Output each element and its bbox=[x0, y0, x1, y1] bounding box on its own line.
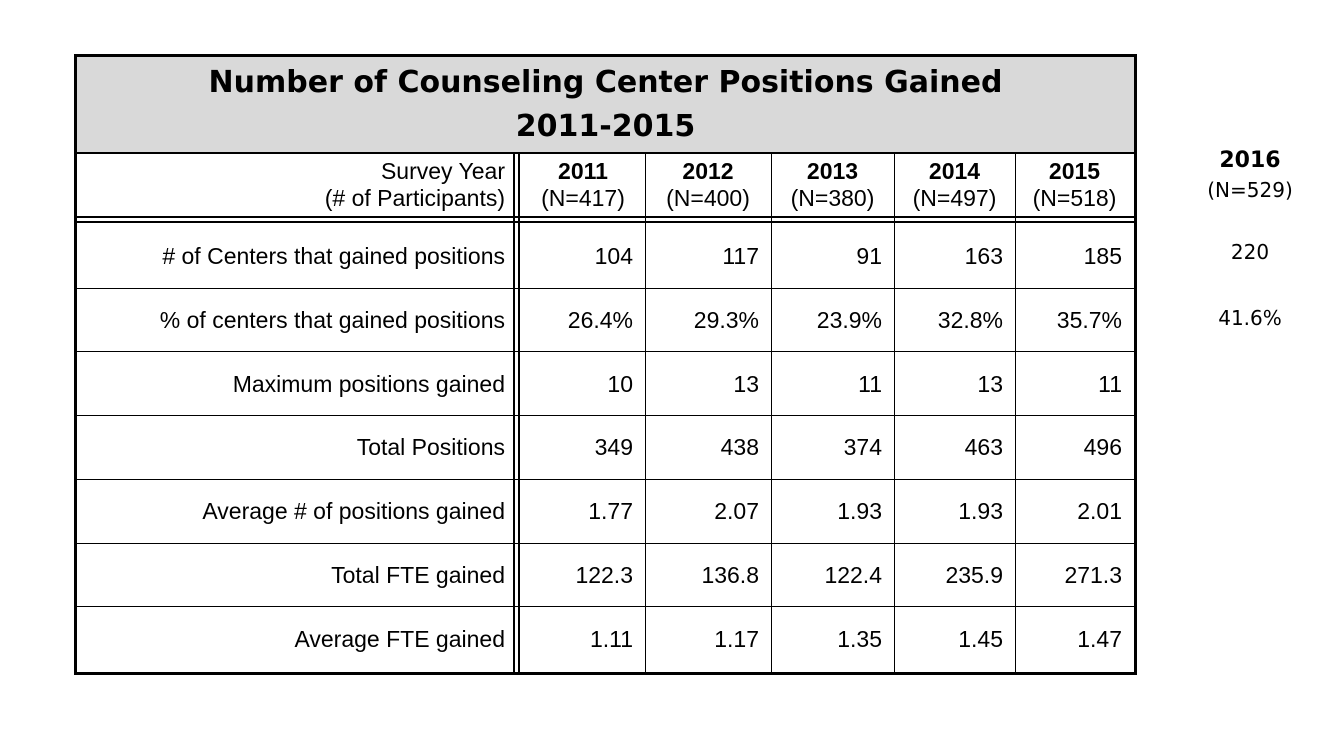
table-cell-value: 1.35 bbox=[837, 625, 882, 652]
column-divider bbox=[513, 154, 515, 672]
table-cell-value: 463 bbox=[964, 434, 1003, 461]
header-participants: (N=400) bbox=[666, 185, 750, 211]
row-divider bbox=[77, 606, 1134, 607]
table-cell-value: 117 bbox=[722, 243, 759, 270]
column-divider bbox=[771, 154, 772, 672]
table-cell-value: 29.3% bbox=[693, 307, 759, 334]
header-year: 2013 bbox=[806, 158, 859, 184]
extra-year: 2016 bbox=[1219, 148, 1281, 173]
table-cell-value: 91 bbox=[856, 243, 882, 270]
table-subtitle: 2011-2015 bbox=[515, 109, 696, 144]
table-cell-value: 1.47 bbox=[1077, 625, 1122, 652]
row-divider bbox=[77, 221, 1134, 223]
extra-value: 41.6% bbox=[1218, 306, 1282, 330]
table-cell-value: 163 bbox=[964, 243, 1003, 270]
table-cell-value: 1.93 bbox=[958, 498, 1003, 525]
table-cell-value: 1.17 bbox=[714, 625, 759, 652]
header-year: 2014 bbox=[928, 158, 981, 184]
table-cell-value: 11 bbox=[858, 370, 882, 397]
row-label: # of Centers that gained positions bbox=[162, 243, 505, 270]
table-cell-value: 136.8 bbox=[701, 561, 759, 588]
table-cell-value: 271.3 bbox=[1064, 561, 1122, 588]
table-title-area bbox=[77, 57, 1134, 154]
extra-column-2016-header bbox=[1190, 146, 1310, 204]
row-label: % of centers that gained positions bbox=[159, 307, 505, 334]
table-cell-value: 349 bbox=[594, 434, 633, 461]
table-cell-value: 438 bbox=[720, 434, 759, 461]
header-year: 2015 bbox=[1048, 158, 1101, 184]
row-divider bbox=[77, 288, 1134, 289]
table-cell-value: 26.4% bbox=[567, 307, 633, 334]
header-year-cell bbox=[645, 154, 771, 216]
table-cell-value: 104 bbox=[594, 243, 633, 270]
header-participants: (N=417) bbox=[541, 185, 625, 211]
header-year-cell bbox=[521, 154, 645, 216]
row-divider bbox=[77, 216, 1134, 218]
table-cell-value: 2.01 bbox=[1077, 498, 1122, 525]
table-cell-value: 1.93 bbox=[837, 498, 882, 525]
column-divider bbox=[1015, 154, 1016, 672]
row-label: Average FTE gained bbox=[294, 625, 505, 652]
table-cell-value: 122.4 bbox=[824, 561, 882, 588]
row-divider bbox=[77, 479, 1134, 480]
table-cell-value: 496 bbox=[1083, 434, 1122, 461]
table-cell-value: 185 bbox=[1083, 243, 1122, 270]
row-divider bbox=[77, 543, 1134, 544]
row-label: Maximum positions gained bbox=[232, 370, 505, 397]
header-year-cell bbox=[894, 154, 1015, 216]
table-cell-value: 1.45 bbox=[958, 625, 1003, 652]
table-cell-value: 11 bbox=[1098, 370, 1122, 397]
header-label-cell bbox=[77, 154, 515, 216]
header-year: 2012 bbox=[682, 158, 734, 184]
table-cell-value: 13 bbox=[977, 370, 1003, 397]
header-participants: (N=380) bbox=[790, 185, 875, 211]
table-cell-value: 2.07 bbox=[714, 498, 759, 525]
header-participants: (N=497) bbox=[912, 185, 997, 211]
column-divider bbox=[645, 154, 646, 672]
table-cell-value: 10 bbox=[607, 370, 633, 397]
column-divider bbox=[518, 154, 520, 672]
row-divider bbox=[77, 351, 1134, 352]
row-label: Total Positions bbox=[356, 434, 505, 461]
header-label-line2: (# of Participants) bbox=[324, 185, 505, 211]
table-cell-value: 32.8% bbox=[937, 307, 1003, 334]
table-cell-value: 122.3 bbox=[575, 561, 633, 588]
table-cell-value: 1.77 bbox=[588, 498, 633, 525]
table-cell-value: 1.11 bbox=[589, 625, 633, 652]
extra-value: 220 bbox=[1230, 240, 1270, 264]
header-year-cell bbox=[771, 154, 894, 216]
row-label: Total FTE gained bbox=[331, 561, 505, 588]
table-cell-value: 235.9 bbox=[945, 561, 1003, 588]
table-cell-value: 23.9% bbox=[816, 307, 882, 334]
header-year-cell bbox=[1015, 154, 1134, 216]
extra-participants: (N=529) bbox=[1207, 178, 1293, 202]
table-cell-value: 13 bbox=[733, 370, 759, 397]
table-title: Number of Counseling Center Positions Gained bbox=[208, 65, 1003, 100]
header-label-line1: Survey Year bbox=[380, 158, 505, 184]
row-divider bbox=[77, 415, 1134, 416]
positions-table bbox=[74, 54, 1137, 675]
column-divider bbox=[894, 154, 895, 672]
table-cell-value: 374 bbox=[843, 434, 882, 461]
header-participants: (N=518) bbox=[1032, 185, 1117, 211]
table-cell-value: 35.7% bbox=[1056, 307, 1122, 334]
header-year: 2011 bbox=[558, 158, 608, 184]
row-label: Average # of positions gained bbox=[202, 498, 505, 525]
